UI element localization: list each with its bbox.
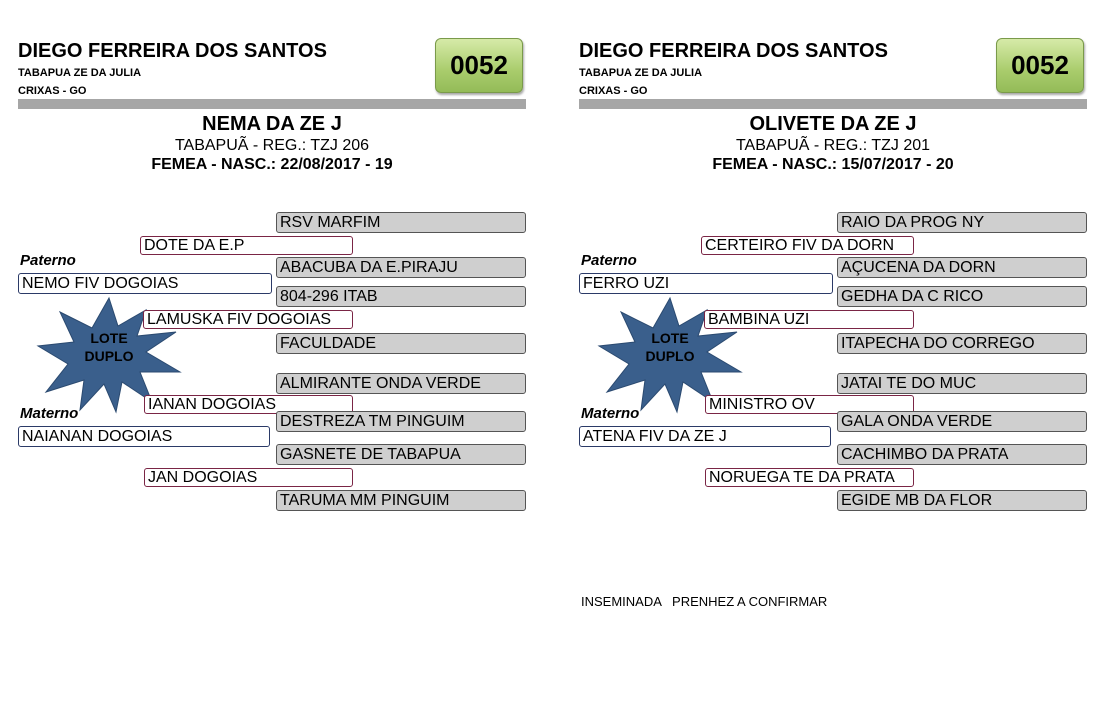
sire-sire: CERTEIRO FIV DA DORN xyxy=(701,236,914,255)
header-divider xyxy=(18,99,526,109)
great-grandparent-8: TARUMA MM PINGUIM xyxy=(276,490,526,511)
great-grandparent-6: DESTREZA TM PINGUIM xyxy=(276,411,526,432)
sire: NEMO FIV DOGOIAS xyxy=(18,273,272,294)
great-grandparent-5: JATAI TE DO MUC xyxy=(837,373,1087,394)
great-grandparent-1: RAIO DA PROG NY xyxy=(837,212,1087,233)
sire-dam: LAMUSKA FIV DOGOIAS xyxy=(143,310,353,329)
great-grandparent-8: EGIDE MB DA FLOR xyxy=(837,490,1087,511)
great-grandparent-7: CACHIMBO DA PRATA xyxy=(837,444,1087,465)
dam-dam: NORUEGA TE DA PRATA xyxy=(705,468,914,487)
great-grandparent-6: GALA ONDA VERDE xyxy=(837,411,1087,432)
dam: ATENA FIV DA ZE J xyxy=(579,426,831,447)
registration-line: TABAPUÃ - REG.: TZJ 201 xyxy=(735,137,931,154)
great-grandparent-3: 804-296 ITAB xyxy=(276,286,526,307)
paternal-label: Paterno xyxy=(20,252,76,269)
sire: FERRO UZI xyxy=(579,273,833,294)
starburst-text-line2: DUPLO xyxy=(645,348,695,364)
animal-name: NEMA DA ZE J xyxy=(202,113,342,135)
farm-location: CRIXAS - GO xyxy=(18,85,87,97)
dam-sire: MINISTRO OV xyxy=(705,395,914,414)
maternal-label: Materno xyxy=(581,405,640,422)
birth-line: FEMEA - NASC.: 22/08/2017 - 19 xyxy=(151,156,393,173)
maternal-label: Materno xyxy=(20,405,79,422)
registration-line: TABAPUÃ - REG.: TZJ 206 xyxy=(174,137,370,154)
sire-sire: DOTE DA E.P xyxy=(140,236,353,255)
birth-line: FEMEA - NASC.: 15/07/2017 - 20 xyxy=(712,156,954,173)
starburst-text-line2: DUPLO xyxy=(84,348,134,364)
great-grandparent-3: GEDHA DA C RICO xyxy=(837,286,1087,307)
great-grandparent-1: RSV MARFIM xyxy=(276,212,526,233)
starburst-text-line1: LOTE xyxy=(90,330,128,346)
great-grandparent-7: GASNETE DE TABAPUA xyxy=(276,444,526,465)
great-grandparent-4: FACULDADE xyxy=(276,333,526,354)
sire-dam: BAMBINA UZI xyxy=(704,310,914,329)
farm-location: CRIXAS - GO xyxy=(579,85,648,97)
header-divider xyxy=(579,99,1087,109)
animal-name: OLIVETE DA ZE J xyxy=(749,113,917,135)
owner-name: DIEGO FERREIRA DOS SANTOS xyxy=(18,40,327,62)
lot-number-badge: 0052 xyxy=(996,38,1084,93)
great-grandparent-5: ALMIRANTE ONDA VERDE xyxy=(276,373,526,394)
dam: NAIANAN DOGOIAS xyxy=(18,426,270,447)
animal-card-1 xyxy=(18,0,538,701)
paternal-label: Paterno xyxy=(581,252,637,269)
dam-dam: JAN DOGOIAS xyxy=(144,468,353,487)
owner-name: DIEGO FERREIRA DOS SANTOS xyxy=(579,40,888,62)
breeding-status: INSEMINADA PRENHEZ A CONFIRMAR xyxy=(581,594,828,609)
lot-number-badge: 0052 xyxy=(435,38,523,93)
farm-name: TABAPUA ZE DA JULIA xyxy=(579,67,703,79)
great-grandparent-2: AÇUCENA DA DORN xyxy=(837,257,1087,278)
animal-card-2 xyxy=(579,0,1099,701)
starburst-text-line1: LOTE xyxy=(651,330,689,346)
dam-sire: IANAN DOGOIAS xyxy=(144,395,353,414)
great-grandparent-2: ABACUBA DA E.PIRAJU xyxy=(276,257,526,278)
farm-name: TABAPUA ZE DA JULIA xyxy=(18,67,142,79)
great-grandparent-4: ITAPECHA DO CORREGO xyxy=(837,333,1087,354)
